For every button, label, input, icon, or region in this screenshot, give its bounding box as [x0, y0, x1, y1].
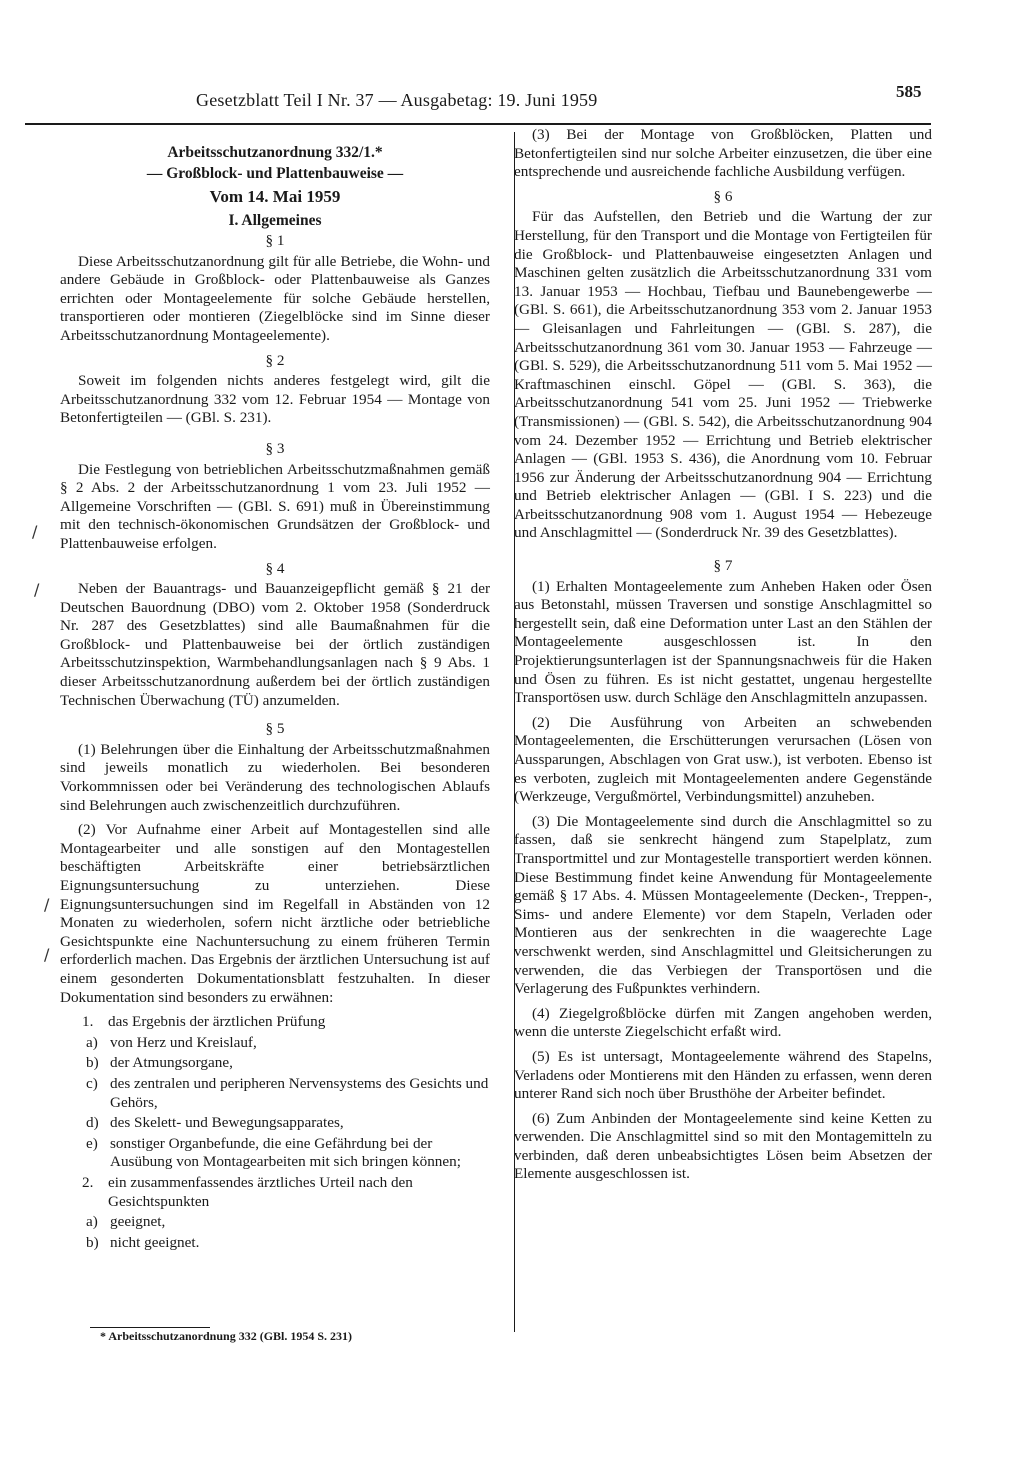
paragraph: (3) Bei der Montage von Großblöcken, Platten und Betonfertigteilen sind nur solche Arbeiter einzusetzen, die über eine entsprechende und ausreichende fachliche Ausbildung verfügen. [514, 126, 932, 181]
margin-mark: / [44, 895, 50, 914]
exam-list [60, 1013, 490, 1252]
margin-mark: / [32, 522, 38, 541]
left-column [60, 142, 490, 1254]
list-item: a) von Herz und Kreislauf, [86, 1033, 257, 1051]
list-item: d) des Skelett- und Bewegungsapparates, [86, 1114, 344, 1132]
section-heading: § 5 [265, 720, 285, 738]
page-header: Gesetzblatt Teil I Nr. 37 — Ausgabetag: 19. Juni 1959 [196, 90, 598, 110]
page-number: 585 [896, 82, 922, 101]
list-item: b) nicht geeignet. [86, 1233, 200, 1251]
section-heading: § 4 [265, 559, 285, 577]
paragraph: Für das Aufstellen, den Betrieb und die Wartung der zur Herstellung, für den Transport und die Montage von Fertigteilen für die Großblock- und Plattenbauweise eingesetzten Anlagen und Maschinen gelten zusätzlich die Arbeitsschutzanordnung 331 vom 13. Januar 1953 — Hochbau, Tiefbau und Baunebengewerbe — (GBl. S. 661), die Arbeitsschutzanordnung 353 vom 2. Januar 1953 — Gleisanlagen und Fahrleitungen — (GBl. S. 287), die Arbeitsschutzanordnung 361 vom 30. Januar 1953 — Fahrzeuge — (GBl. S. 529), die Arbeitsschutzanordnung 511 vom 5. Mai 1952 — Kraftmaschinen einschl. Göpel — (GBl. S. 363), die Arbeitsschutzanordnung 541 vom 25. Juni 1952 — Triebwerke (Transmissionen) — (GBl. S. 542), die Arbeitsschutzanordnung 904 vom 24. Dezember 1952 — Errichtung und Betrieb elektrischer Anlagen — (GBl. 1953 S. 436), die Anordnung vom 10. Februar 1956 zur Änderung der Arbeitsschutzanordnung 904 — Errichtung und Betrieb elektrischer Anlagen — (GBl. I S. 223) und die Arbeitsschutzanordnung 908 vom 1. August 1954 — Hebezeuge und Anschlagmittel — (Sonderdruck Nr. 39 des Gesetzblattes). [514, 208, 932, 542]
footnote: * Arbeitsschutzanordnung 332 (GBl. 1954 S. 231) [100, 1329, 353, 1343]
ordinance-date: Vom 14. Mai 1959 [209, 187, 341, 206]
section-heading: § 7 [713, 557, 733, 575]
paragraph: Neben der Bauantrags- und Bauanzeigepflicht gemäß § 21 der Deutschen Bauordnung (DBO) vom 2. Oktober 1958 (Sonderdruck Nr. 287 des Gesetzblattes) sind alle Baumaßnahmen für die Großblock- und Plattenbauweise bei der örtlich zuständigen Arbeitsschutzinspektion, Warmbehandlungsanlagen nach § 9 Abs. 1 dieser Arbeitsschutzanordnung außerdem bei der örtlich zuständigen Technischen Überwachung (TÜ) anzumelden. [60, 580, 490, 709]
sub-list [60, 1213, 490, 1252]
header-rule [25, 123, 931, 125]
paragraph: Diese Arbeitsschutzanordnung gilt für alle Betriebe, die Wohn- und andere Gebäude in Großblock- oder Plattenbauweise als Ganzes errichten oder Montageelemente für solche Gebäude herstellen, transportieren oder montieren (Ziegelblöcke sind im Sinne dieser Arbeitsschutzanordnung Montageelemente). [60, 252, 490, 344]
list-item: b) der Atmungsorgane, [86, 1054, 233, 1072]
section-heading: § 3 [265, 439, 285, 457]
list-item: a) geeignet, [86, 1213, 166, 1231]
section-heading: § 1 [265, 232, 285, 249]
paragraph: (4) Ziegelgroßblöcke dürfen mit Zangen angehoben werden, wenn die unterste Ziegelschicht erfaßt wird. [514, 1004, 932, 1041]
paragraph: Soweit im folgenden nichts anderes festgelegt wird, gilt die Arbeitsschutzanordnung 332 vom 12. Februar 1954 — Montage von Betonfertigteilen — (GBl. S. 231). [60, 372, 490, 427]
paragraph: (2) Die Ausführung von Arbeiten an schwebenden Montageelementen, die Erschütterungen verursachen (Lösen von Aussparungen, Abschlagen von Grat usw.), ist verboten. Ebenso ist es verboten, zugleich mit Montageelementen andere Gegenstände (Werkzeuge, Vergußmörtel, Verbindungsmittel) anzuheben. [514, 713, 932, 806]
list-item: 1. das Ergebnis der ärztlichen Prüfung [82, 1013, 326, 1031]
right-column [514, 126, 932, 1190]
list-item: c) des zentralen und peripheren Nervensystems des Gesichts und Gehörs, [86, 1074, 489, 1111]
margin-mark: / [44, 945, 50, 964]
chapter-heading: I. Allgemeines [228, 212, 322, 229]
footnote-rule [90, 1327, 210, 1328]
list-item: 2. ein zusammenfassendes ärztliches Urteil nach den Gesichtspunkten [82, 1173, 413, 1210]
sub-list [60, 1034, 490, 1172]
paragraph: Die Festlegung von betrieblichen Arbeitsschutzmaßnahmen gemäß § 2 Abs. 2 der Arbeitsschutzanordnung 1 vom 23. Juli 1952 — Allgemeine Vorschriften — (GBl. S. 691) muß in Übereinstimmung mit den technisch-ökonomischen Grundsätzen der Großblock- und Plattenbauweise erfolgen. [60, 460, 490, 552]
list-item: e) sonstiger Organbefunde, die eine Gefährdung bei der Ausübung von Montagearbeiten mit sich bringen können; [86, 1134, 461, 1171]
paragraph: (6) Zum Anbinden der Montageelemente sind keine Ketten zu verwenden. Die Anschlagmittel sind so mit den Montagemitteln zu verbinden, daß deren unbeabsichtigtes Lösen beim Absetzen der Elemente ausgeschlossen ist. [514, 1109, 932, 1183]
paragraph: (3) Die Montageelemente sind durch die Anschlagmittel so zu fassen, daß sie senkrecht hängend zum Stapelplatz, zum Transportmittel und zur Montagestelle transportiert werden können. Diese Bestimmung findet keine Anwendung für Montageelemente gemäß § 17 Abs. 4. Müssen Montageelemente (Decken-, Treppen-, Sims- und andere Elemente) vor dem Stapeln, Verladen oder Montieren aus der senkrechten in die waagerechte Lage verschwenkt werden, sind Anschlagmittel und Gleitsicherungen zu verwenden, die das Verbiegen der Transportösen und die Verlagerung des Fußpunktes verhindern. [514, 812, 932, 998]
paragraph: (1) Belehrungen über die Einhaltung der Arbeitsschutzmaßnahmen sind jeweils monatlich zu wiederholen. Bei besonderen Vorkommnissen oder bei Veränderung des technologischen Ablaufs sind Belehrungen auch zwischenzeitlich durchzuführen. [60, 740, 490, 814]
paragraph: (2) Vor Aufnahme einer Arbeit auf Montagestellen sind alle Montagearbeiter und alle sonstigen auf den Montagestellen beschäftigten Arbeitskräfte einer betriebsärztlichen Eignungsuntersuchung zu unterziehen. Diese Eignungsuntersuchungen sind im Regelfall in Abständen von 12 Monaten zu wiederholen, sofern nicht ärztliche oder betriebliche Gesichtspunkte eine Nachuntersuchung zu einem früheren Termin erforderlich machen. Das Ergebnis der ärztlichen Untersuchung ist auf einem gesonderten Dokumentationsblatt festzuhalten. In dieser Dokumentation sind besonders zu erwähnen: [60, 821, 490, 1006]
section-heading: § 2 [265, 351, 285, 369]
section-heading: § 6 [713, 187, 733, 205]
ordinance-subtitle: — Großblock- und Plattenbauweise — [146, 165, 404, 182]
paragraph: (1) Erhalten Montageelemente zum Anheben Haken oder Ösen aus Betonstahl, müssen Traversen und sonstige Anschlagmittel so hergestellt sein, daß eine Deformation unter Last an den Stählen der Montageelemente ausgeschlossen ist. In den Projektierungsunterlagen ist der Spannungsnachweis für die Haken und Ösen zu führen. Es ist nicht gestattet, ungenau hergestellte Transportösen usw. durch Schläge den Anschlagmitteln anzupassen. [514, 577, 932, 707]
paragraph: (5) Es ist untersagt, Montageelemente während des Stapelns, Verladens oder Montierens mit den Händen zu erfassen, wenn deren unterer Rand sich noch über Brusthöhe der Arbeiter befindet. [514, 1047, 932, 1103]
margin-mark: / [34, 580, 40, 599]
ordinance-title: Arbeitsschutzanordnung 332/1.* [167, 144, 383, 161]
